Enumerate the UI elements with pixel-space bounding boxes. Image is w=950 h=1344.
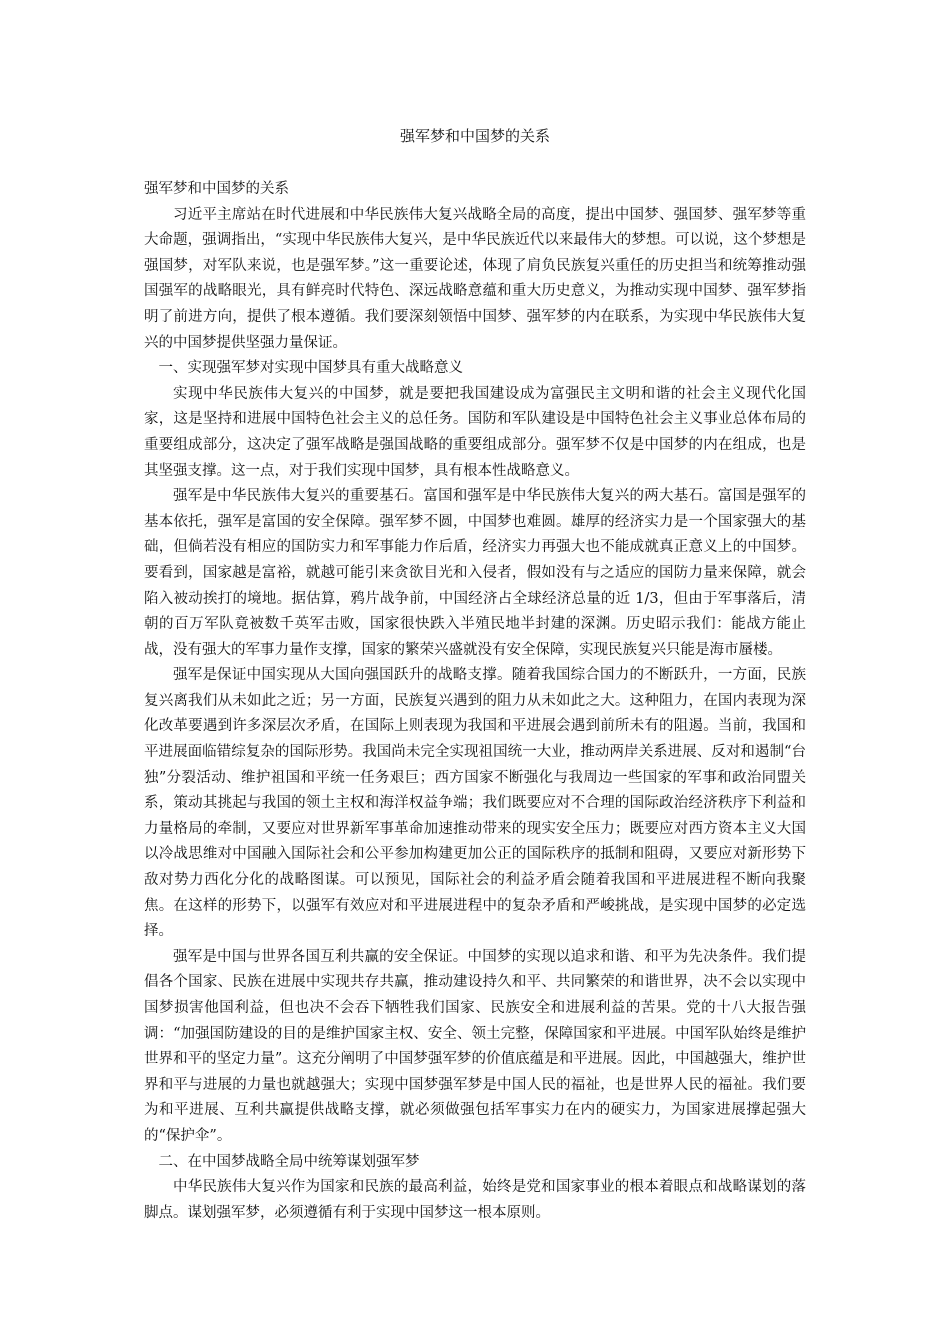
section-heading-2: 二、在中国梦战略全局中统筹谋划强军梦: [158, 1153, 420, 1170]
paragraph: 强军是保证中国实现从大国向强国跃升的战略支撑。随着我国综合国力的不断跃升，一方面，民族复兴离我们从未如此之近；另一方面，民族复兴遇到的阻力从未如此之大。这种阻力，在国内表现为深化改革要遇到许多深层次矛盾，在国际上则表现为我国和平进展会遇到前所未有的阻遏。当前，我国和平进展面临错综复杂的国际形势。我国尚未完全实现祖国统一大业，推动两岸关系进展、反对和遏制“台独”分裂活动、维护祖国和平统一任务艰巨；西方国家不断强化与我周边一些国家的军事和政治同盟关系，策动其挑起与我国的领土主权和海洋权益争端；我们既要应对不合理的国际政治经济秩序下利益和力量格局的牵制，又要应对世界新军事革命加速推动带来的现实安全压力；既要应对西方资本主义大国以冷战思维对中国融入国际社会和公平参加构建更加公正的国际秩序的抵制和阻碍，又要应对新形势下敌对势力西化分化的战略图谋。可以预见，国际社会的利益矛盾会随着我国和平进展进程不断向我聚焦。在这样的形势下，以强军有效应对和平进展进程中的复杂矛盾和严峻挑战，是实现中国梦的必定选择。: [144, 667, 806, 940]
subtitle: 强军梦和中国梦的关系: [144, 181, 289, 197]
paragraph-intro: 习近平主席站在时代进展和中华民族伟大复兴战略全局的高度，提出中国梦、强国梦、强军梦等重大命题，强调指出，“实现中华民族伟大复兴，是中华民族近代以来最伟大的梦想。可以说，这个梦想是强国梦，对军队来说，也是强军梦。”这一重要论述，体现了肩负民族复兴重任的历史担当和统筹推动强国强军的战略眼光，具有鲜亮时代特色、深远战略意蕴和重大历史意义，为推动实现中国梦、强军梦指明了前进方向，提供了根本遵循。我们要深刻领悟中国梦、强军梦的内在联系，为实现中华民族伟大复兴的中国梦提供坚强力量保证。: [144, 206, 806, 351]
paragraph: 实现中华民族伟大复兴的中国梦，就是要把我国建设成为富强民主文明和谐的社会主义现代化国家，这是坚持和进展中国特色社会主义的总任务。国防和军队建设是中国特色社会主义事业总体布局的重要组成部分，这决定了强军战略是强国战略的重要组成部分。强军梦不仅是中国梦的内在组成，也是其坚强支撑。这一点，对于我们实现中国梦，具有根本性战略意义。: [144, 385, 806, 479]
section-heading-1: 一、实现强军梦对实现中国梦具有重大战略意义: [158, 360, 463, 377]
paragraph: 中华民族伟大复兴作为国家和民族的最高利益，始终是党和国家事业的根本着眼点和战略谋划的落脚点。谋划强军梦，必须遵循有利于实现中国梦这一根本原则。: [144, 1179, 806, 1221]
paragraph: 强军是中国与世界各国互利共赢的安全保证。中国梦的实现以追求和谐、和平为先决条件。我们提倡各个国家、民族在进展中实现共存共赢，推动建设持久和平、共同繁荣的和谐世界，决不会以实现中国梦损害他国利益，但也决不会吞下牺牲我们国家、民族安全和进展利益的苦果。党的十八大报告强调：“加强国防建设的目的是维护国家主权、安全、领土完整，保障国家和平进展。中国军队始终是维护世界和平的坚定力量”。这充分阐明了中国梦强军梦的价值底蕴是和平进展。因此，中国越强大，维护世界和平与进展的力量也就越强大；实现中国梦强军梦是中国人民的福祉，也是世界人民的福祉。我们要为和平进展、互利共赢提供战略支撑，就必须做强包括军事实力在内的硬实力，为国家进展撑起强大的“保护伞”。: [144, 948, 806, 1144]
page-title: 强军梦和中国梦的关系: [399, 127, 550, 145]
paragraph: 强军是中华民族伟大复兴的重要基石。富国和强军是中华民族伟大复兴的两大基石。富国是强军的基本依托，强军是富国的安全保障。强军梦不圆，中国梦也难圆。雄厚的经济实力是一个国家强大的基础，但倘若没有相应的国防实力和军事能力作后盾，经济实力再强大也不能成就真正意义上的中国梦。要看到，国家越是富裕，就越可能引来贪欲目光和入侵者，假如没有与之适应的国防力量来保障，就会陷入被动挨打的境地。据估算，鸦片战争前，中国经济占全球经济总量的近 1/3，但由于军事落后，清朝的百万军队竟被数千英军击败，国家很快跌入半殖民地半封建的深渊。历史昭示我们：能战方能止战，没有强大的军事力量作支撑，国家的繁荣兴盛就没有安全保障，实现民族复兴只能是海市蜃楼。: [144, 488, 806, 658]
document-body: [144, 177, 806, 1226]
